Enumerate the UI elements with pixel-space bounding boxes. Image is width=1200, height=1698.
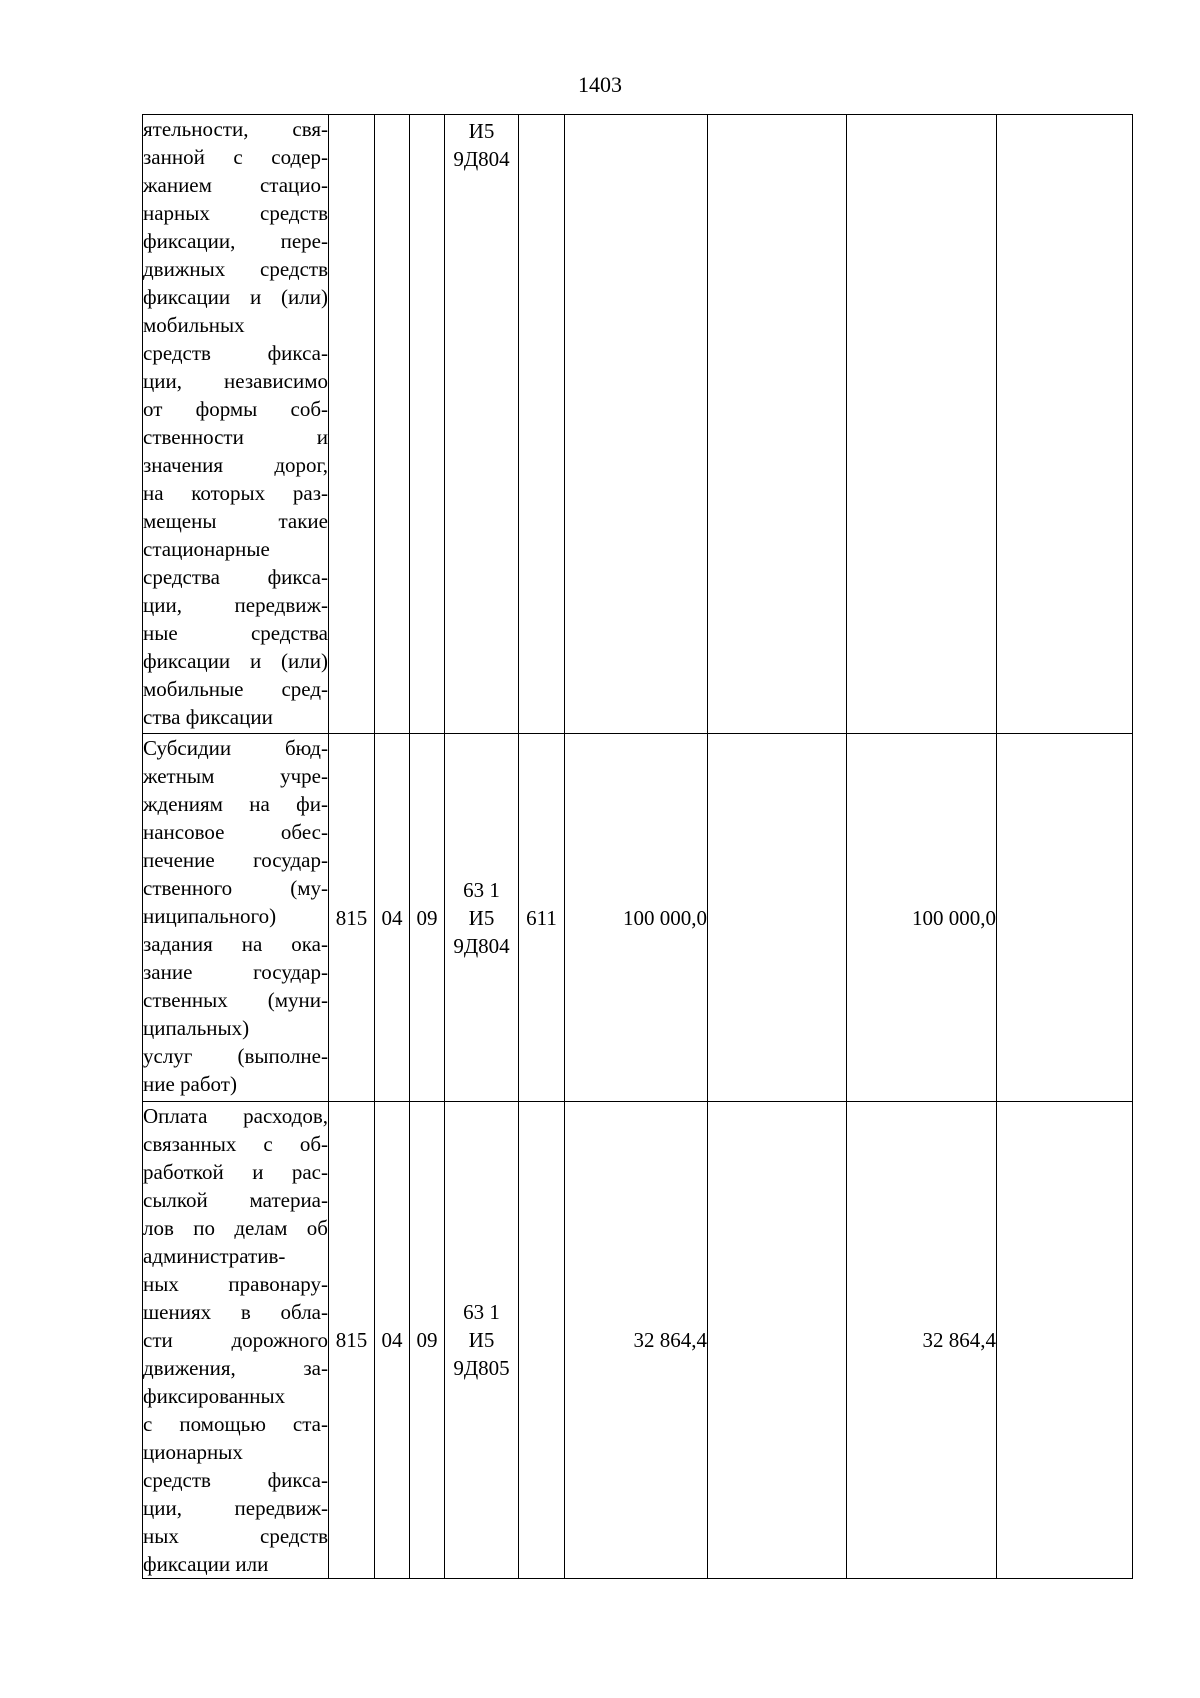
- amount-column-2-cell: [708, 1102, 847, 1579]
- expense-name-line: сылкой материа-: [143, 1188, 328, 1212]
- expense-name-cell: [143, 1102, 329, 1579]
- expense-name-line: ных средств: [143, 1524, 328, 1548]
- target-article-cell: И5 9Д804: [445, 115, 519, 734]
- expense-name-line: на которых раз-: [143, 481, 328, 505]
- budget-table: [142, 114, 1133, 1579]
- expense-name-line: фиксации и (или): [143, 649, 328, 673]
- expense-name-line: движения, за-: [143, 1356, 328, 1380]
- expense-name-line: Оплата расходов,: [143, 1104, 328, 1128]
- section-code-cell: 04: [375, 734, 410, 1102]
- expense-name-line: жетным учре-: [143, 764, 328, 788]
- table-body: [143, 115, 1133, 1579]
- expense-name-line: мобильных: [143, 313, 245, 337]
- expense-name-line: ципальных): [143, 1016, 250, 1040]
- table-row: [143, 1102, 1133, 1579]
- expense-type-cell: [519, 115, 565, 734]
- amount-column-3-cell: 100 000,0: [847, 734, 997, 1102]
- expense-name-line: нарных средств: [143, 201, 328, 225]
- expense-name-cell: [143, 734, 329, 1102]
- expense-name-line: задания на ока-: [143, 932, 328, 956]
- expense-name-line: от формы соб-: [143, 397, 328, 421]
- expense-name-line: услуг (выполне-: [143, 1044, 328, 1068]
- expense-name-line: фиксации, пере-: [143, 229, 328, 253]
- expense-name-line: фиксации или: [143, 1552, 269, 1576]
- amount-column-2-cell: [708, 734, 847, 1102]
- amount-column-4-cell: [997, 734, 1133, 1102]
- expense-name-line: ждениям на фи-: [143, 792, 328, 816]
- expense-name-line: ниципального): [143, 904, 277, 928]
- amount-column-2-cell: [708, 115, 847, 734]
- expense-name-line: с помощью ста-: [143, 1412, 328, 1436]
- expense-name-line: средств фикса-: [143, 341, 328, 365]
- expense-name-line: средств фикса-: [143, 1468, 328, 1492]
- expense-name-line: Субсидии бюд-: [143, 736, 328, 760]
- grbs-code-cell: 815: [329, 1102, 375, 1579]
- target-article-cell: 63 1 И5 9Д804: [445, 734, 519, 1102]
- grbs-code-cell: 815: [329, 734, 375, 1102]
- subsection-code-cell: 09: [410, 734, 445, 1102]
- amount-total-cell: 100 000,0: [565, 734, 708, 1102]
- expense-name-line: мобильные сред-: [143, 677, 328, 701]
- expense-type-cell: [519, 1102, 565, 1579]
- expense-name-line: зание государ-: [143, 960, 328, 984]
- expense-name-line: ственных (муни-: [143, 988, 328, 1012]
- expense-name-line: ства фиксации: [143, 705, 273, 729]
- table-row: [143, 734, 1133, 1102]
- expense-name-line: административ-: [143, 1244, 286, 1268]
- expense-name-line: нансовое обес-: [143, 820, 328, 844]
- expense-name-line: фиксации и (или): [143, 285, 328, 309]
- expense-name-line: ственного (му-: [143, 876, 328, 900]
- expense-name-line: ственности и: [143, 425, 328, 449]
- expense-name-line: движных средств: [143, 257, 328, 281]
- page-number: 1403: [578, 72, 622, 97]
- expense-name-line: ционарных: [143, 1440, 243, 1464]
- expense-name-line: шениях в обла-: [143, 1300, 328, 1324]
- expense-name-line: сти дорожного: [143, 1328, 328, 1352]
- expense-name-line: связанных с об-: [143, 1132, 328, 1156]
- amount-total-cell: 32 864,4: [565, 1102, 708, 1579]
- amount-column-4-cell: [997, 115, 1133, 734]
- expense-name-line: лов по делам об: [143, 1216, 328, 1240]
- expense-type-cell: 611: [519, 734, 565, 1102]
- amount-column-3-cell: [847, 115, 997, 734]
- expense-name-line: работкой и рас-: [143, 1160, 328, 1184]
- expense-name-line: фиксированных: [143, 1384, 286, 1408]
- expense-name-line: ции, независимо: [143, 369, 328, 393]
- subsection-code-cell: 09: [410, 1102, 445, 1579]
- expense-name-line: мещены такие: [143, 509, 328, 533]
- target-article-cell: 63 1 И5 9Д805: [445, 1102, 519, 1579]
- section-code-cell: 04: [375, 1102, 410, 1579]
- amount-column-4-cell: [997, 1102, 1133, 1579]
- amount-column-3-cell: 32 864,4: [847, 1102, 997, 1579]
- expense-name-line: жанием стацио-: [143, 173, 328, 197]
- expense-name-line: ных правонару-: [143, 1272, 328, 1296]
- expense-name-line: ятельности, свя-: [143, 117, 328, 141]
- expense-name-line: средства фикса-: [143, 565, 328, 589]
- expense-name-line: ные средства: [143, 621, 328, 645]
- expense-name-line: ние работ): [143, 1072, 237, 1096]
- subsection-code-cell: [410, 115, 445, 734]
- expense-name-line: печение государ-: [143, 848, 328, 872]
- table-row: [143, 115, 1133, 734]
- section-code-cell: [375, 115, 410, 734]
- grbs-code-cell: [329, 115, 375, 734]
- expense-name-cell: [143, 115, 329, 734]
- expense-name-line: значения дорог,: [143, 453, 328, 477]
- expense-name-line: стационарные: [143, 537, 270, 561]
- expense-name-line: ции, передвиж-: [143, 593, 328, 617]
- expense-name-line: ции, передвиж-: [143, 1496, 328, 1520]
- amount-total-cell: [565, 115, 708, 734]
- expense-name-line: занной с содер-: [143, 145, 328, 169]
